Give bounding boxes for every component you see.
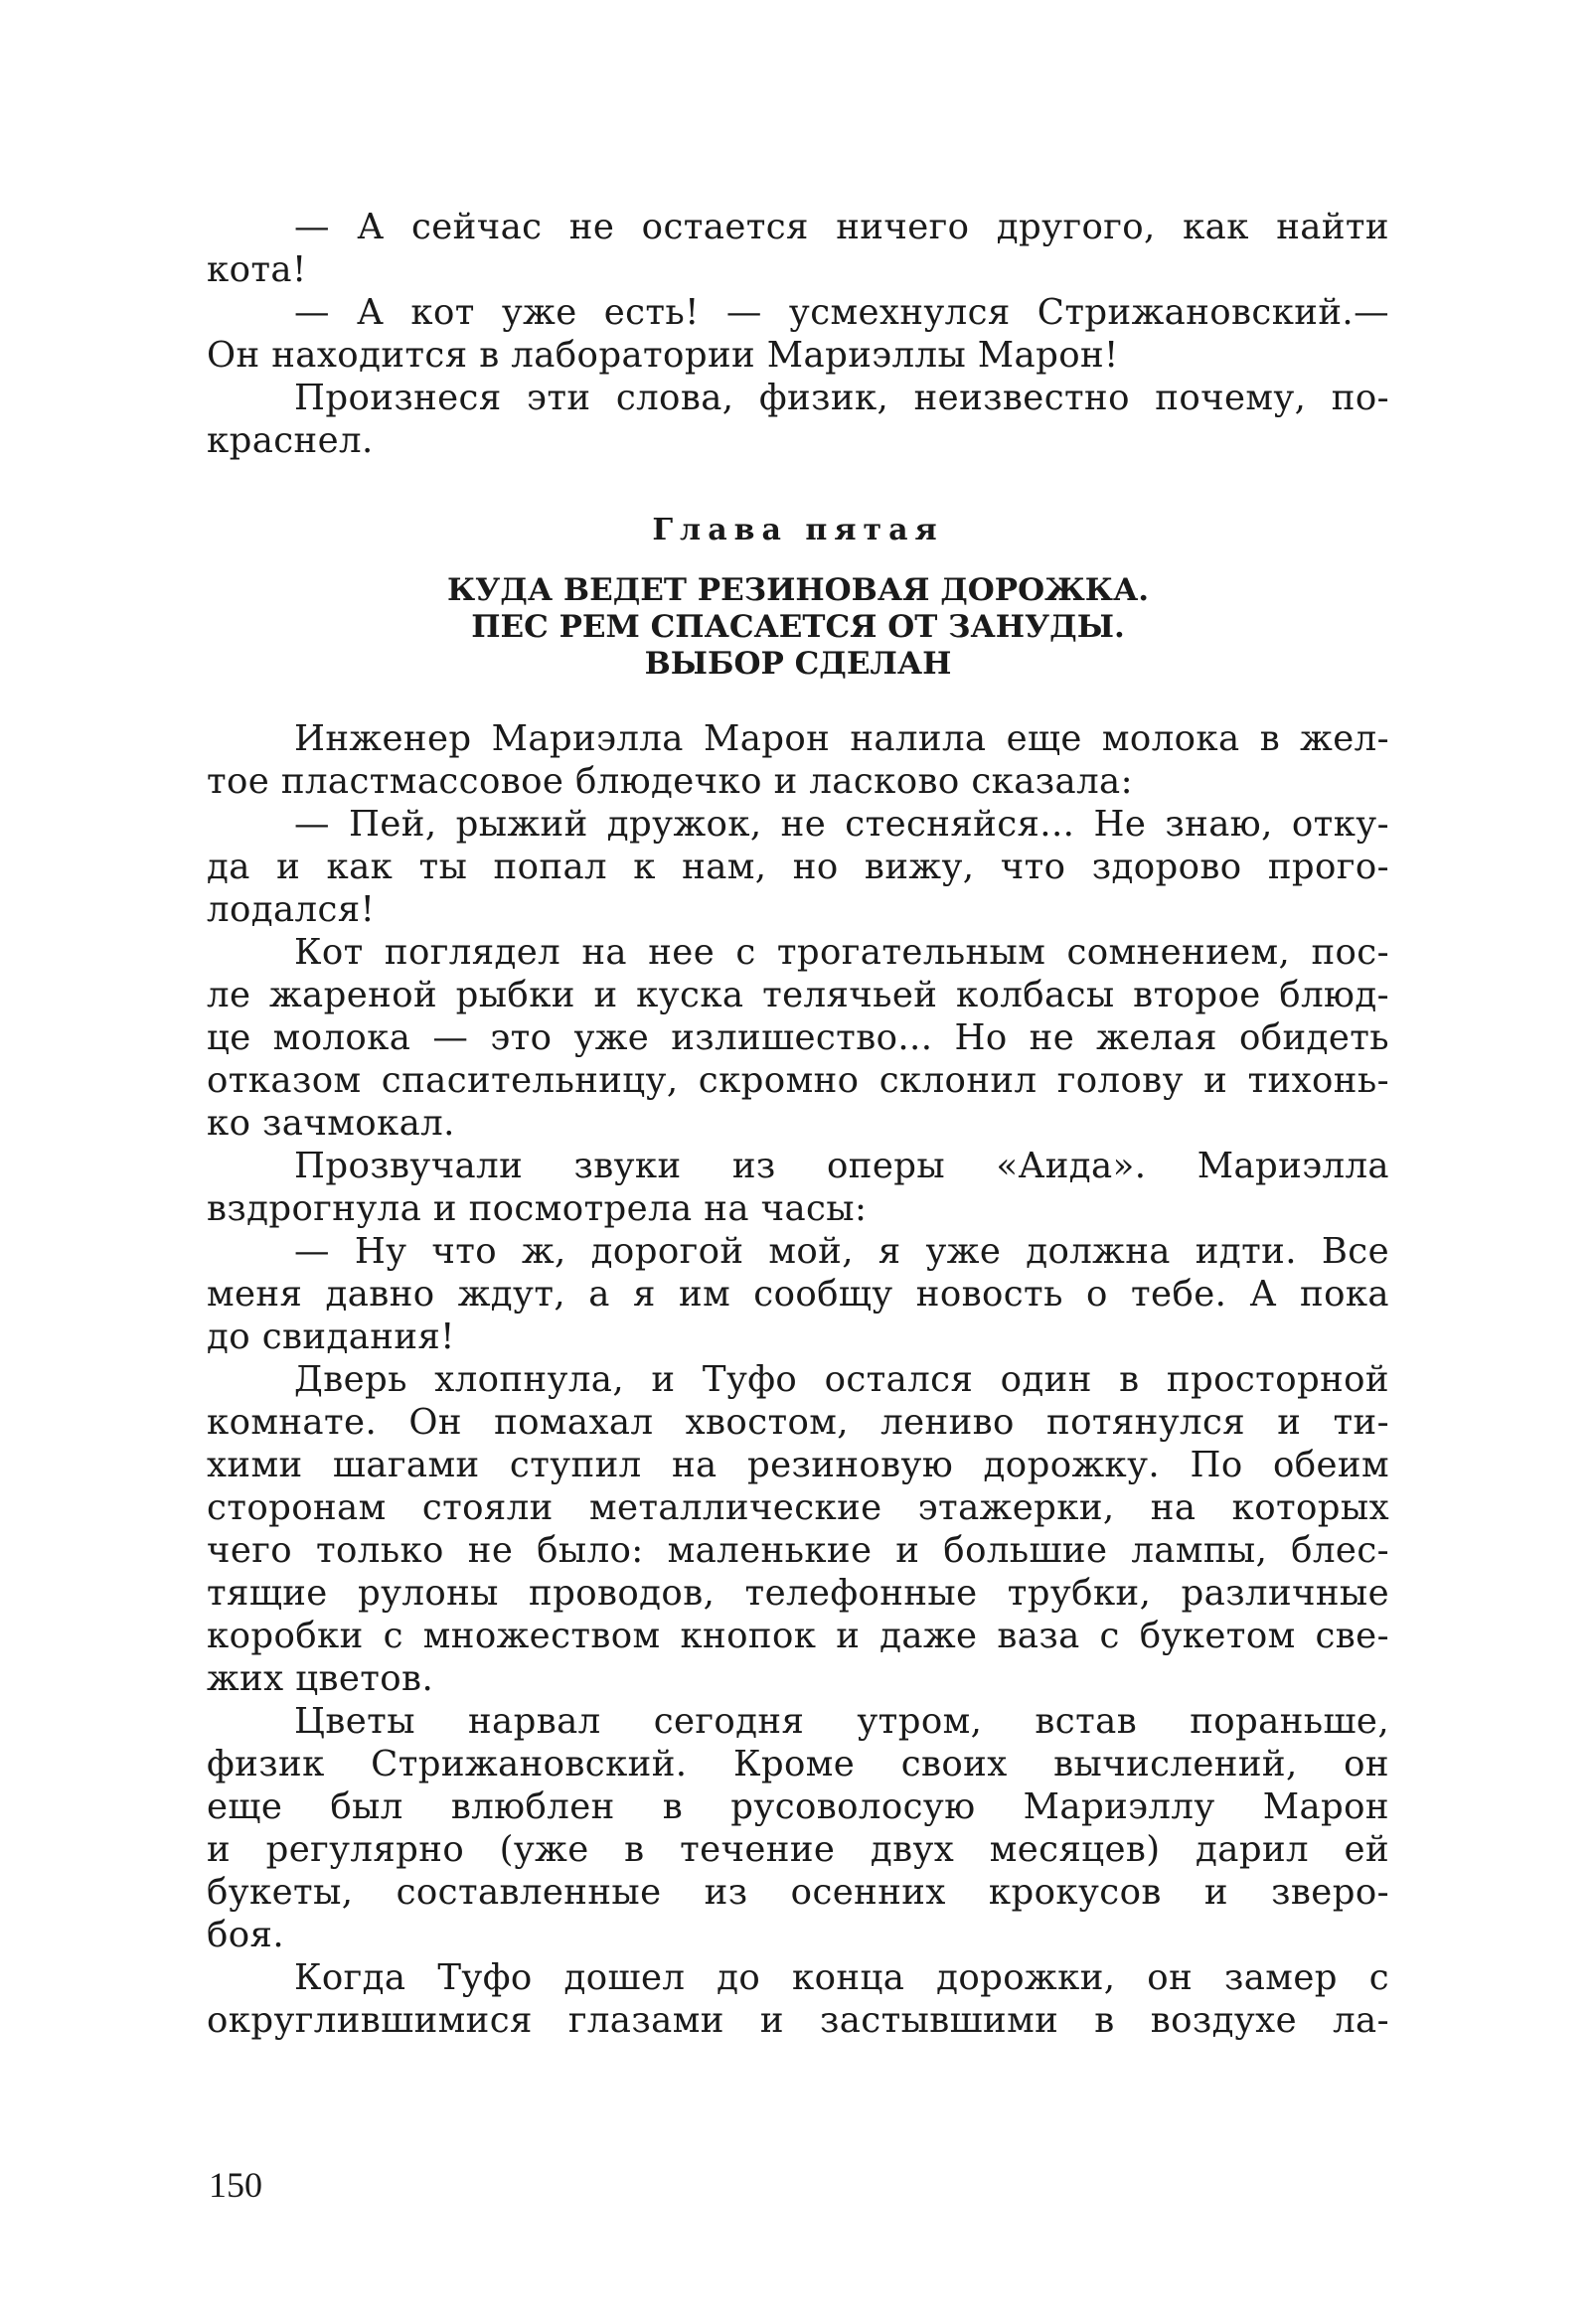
text-line: — Пей, рыжий дружок, не стесняйся... Не знаю, отку- <box>294 804 1389 845</box>
chapter-title: Глава пятая <box>652 513 944 547</box>
text-line: краснел. <box>207 420 374 461</box>
text-line: чего только не было: маленькие и большие лампы, блес- <box>207 1530 1389 1571</box>
text-line: хими шагами ступил на резиновую дорожку. По обеим <box>207 1445 1389 1485</box>
text-line: лодался! <box>207 889 376 930</box>
chapter-heading-line: ВЫБОР СДЕЛАН <box>644 646 952 682</box>
text-line: физик Стрижановский. Кроме своих вычислений, он <box>207 1744 1389 1784</box>
text-line: — А сейчас не остается ничего другого, как найти <box>294 207 1389 247</box>
page-number: 150 <box>209 2165 262 2205</box>
text-line: боя. <box>207 1915 285 1955</box>
text-line: отказом спасительницу, скромно склонил голову и тихонь- <box>207 1060 1389 1101</box>
text-line: Прозвучали звуки из оперы «Аида». Мариэлла <box>294 1146 1389 1186</box>
text-line: — А кот уже есть! — усмехнулся Стрижановский.— <box>294 292 1389 333</box>
text-line: букеты, составленные из осенних крокусов и зверо- <box>207 1872 1389 1913</box>
text-line: жих цветов. <box>207 1658 434 1699</box>
text-line: тое пластмассовое блюдечко и ласково сказала: <box>207 761 1133 802</box>
chapter-heading-line: КУДА ВЕДЕТ РЕЗИНОВАЯ ДОРОЖКА. <box>446 572 1150 608</box>
text-line: округлившимися глазами и застывшими в воздухе ла- <box>207 2000 1389 2041</box>
text-line: тящие рулоны проводов, телефонные трубки, различные <box>207 1573 1389 1614</box>
chapter-body-text-block <box>207 717 1389 2042</box>
text-line: сторонам стояли металлические этажерки, на которых <box>207 1487 1389 1528</box>
text-line: и регулярно (уже в течение двух месяцев) дарил ей <box>207 1829 1389 1870</box>
text-line: меня давно ждут, а я им сообщу новость о тебе. А пока <box>207 1274 1389 1315</box>
text-line: еще был влюблен в русоволосую Мариэллу Марон <box>207 1786 1389 1827</box>
text-line: — Ну что ж, дорогой мой, я уже должна идти. Все <box>294 1231 1389 1272</box>
chapter-heading-line: ПЕС РЕМ СПАСАЕТСЯ ОТ ЗАНУДЫ. <box>471 609 1125 645</box>
text-line: Когда Туфо дошел до конца дорожки, он замер с <box>294 1957 1389 1998</box>
text-line: комнате. Он помахал хвостом, лениво потянулся и ти- <box>207 1402 1389 1443</box>
text-line: Цветы нарвал сегодня утром, встав пораньше, <box>294 1701 1389 1742</box>
text-line: Инженер Мариэлла Марон налила еще молока в жел- <box>294 718 1389 759</box>
chapter-heading <box>207 572 1389 683</box>
text-line: Кот поглядел на нее с трогательным сомнением, пос- <box>294 932 1389 973</box>
text-line: Произнеся эти слова, физик, неизвестно почему, по- <box>294 378 1389 418</box>
text-line: ле жареной рыбки и куска телячьей колбасы второе блюд- <box>207 975 1389 1015</box>
text-line: вздрогнула и посмотрела на часы: <box>207 1188 868 1229</box>
text-line: коробки с множеством кнопок и даже ваза с букетом све- <box>207 1616 1389 1656</box>
text-line: да и как ты попал к нам, но вижу, что здорово прого- <box>207 847 1389 887</box>
text-line: Дверь хлопнула, и Туфо остался один в просторной <box>294 1359 1389 1400</box>
text-line: ко зачмокал. <box>207 1103 455 1144</box>
text-line: це молока — это уже излишество... Но не желая обидеть <box>207 1017 1389 1058</box>
text-line: Он находится в лаборатории Мариэллы Марон! <box>207 335 1119 376</box>
text-line: до свидания! <box>207 1317 455 1357</box>
opening-text-block <box>207 206 1389 462</box>
text-line: кота! <box>207 249 307 290</box>
